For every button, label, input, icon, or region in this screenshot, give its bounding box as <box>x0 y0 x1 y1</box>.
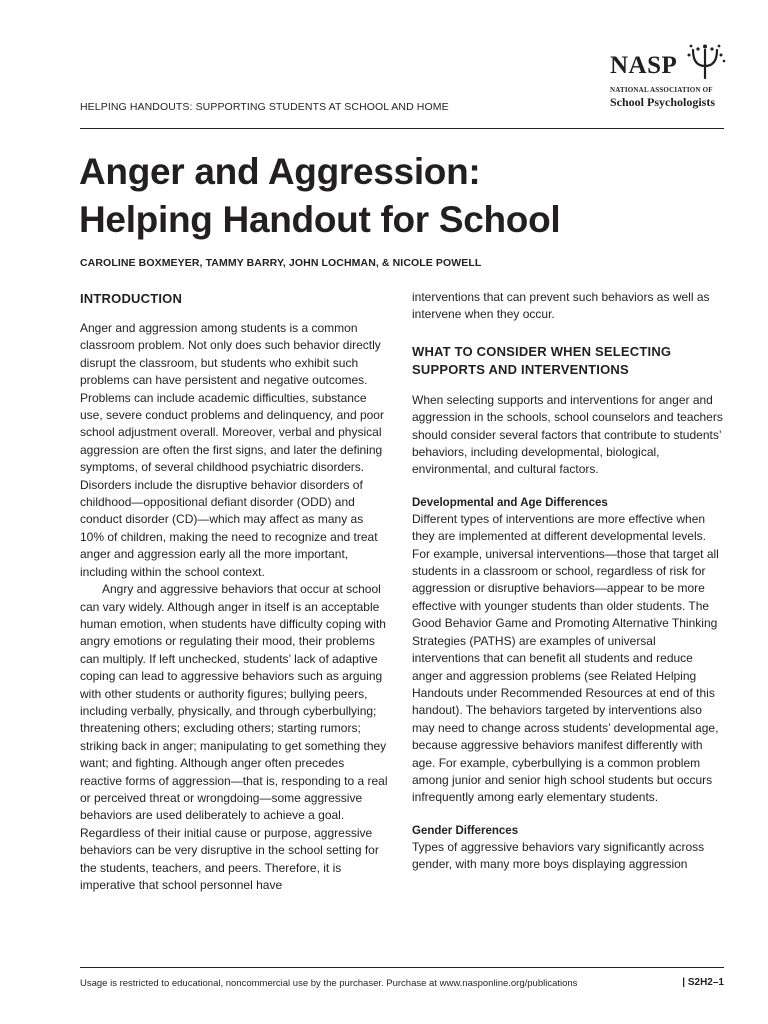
left-column <box>80 290 388 894</box>
logo-wordmark: NASP <box>610 52 678 79</box>
introduction-paragraph-1: Anger and aggression among students is a common classroom problem. Not only does such behavior directly disrupt the classroom, but students who exhibit such problems can have persistent and negative outcomes. Problems can include academic difficulties, substance use, severe conduct problems and delinquency, and poor school adjustment overall. Moreover, verbal and physical aggression are often the first signs, and later the defining symptoms, of several childhood psychiatric disorders. Disorders include the disruptive behavior disorders of childhood—oppositional defiant disorder (ODD) and conduct disorder (CD)—which may affect as many as 10% of children, making the need to recognize and treat anger and aggression early all the more important, including within the school context. <box>80 321 384 579</box>
title-line2: Helping Handout for School <box>79 199 561 240</box>
gender-heading: Gender Differences <box>412 824 519 837</box>
logo-org-line2: School Psychologists <box>610 95 716 109</box>
considerations-heading: WHAT TO CONSIDER WHEN SELECTING SUPPORTS AND INTERVENTIONS <box>412 343 672 377</box>
author-list: CAROLINE BOXMEYER, TAMMY BARRY, JOHN LOCHMAN, & NICOLE POWELL <box>80 257 482 269</box>
series-label: HELPING HANDOUTS: SUPPORTING STUDENTS AT SCHOOL AND HOME <box>80 101 449 113</box>
right-column <box>412 289 723 874</box>
nasp-logo <box>610 44 730 116</box>
gender-paragraph: Types of aggressive behaviors vary significantly across gender, with many more boys displaying aggression <box>412 839 705 872</box>
developmental-paragraph: Different types of interventions are more effective when they are implemented at different developmental levels. For example, universal interventions—those that target all students in a classroom or school, regardless of risk for aggression or disruptive behaviors—appear to be more effective with younger students than older students. The Good Behavior Game and Promoting Alternative Thinking Strategies (PATHS) are examples of universal interventions that can benefit all students and reduce anger and aggression problems (see Related Helping Handouts under Recommended Resources at end of this handout). The behaviors targeted by interventions also may need to change across students’ developmental age, because aggressive behaviors manifest differently with age. For example, cyberbullying is a common problem among junior and senior high school students but occurs infrequently among early elementary students. <box>412 511 719 805</box>
developmental-heading: Developmental and Age Differences <box>412 496 608 509</box>
page-number: | S2H2–1 <box>682 977 724 988</box>
header-divider <box>80 128 724 129</box>
footer-divider <box>80 967 724 968</box>
introduction-paragraph-2: Angry and aggressive behaviors that occur at school can vary widely. Although anger in itself is an acceptable human emotion, when students have difficulty coping with angry emotions or regulating their mood, their problems can multiply. If left unchecked, students’ lack of adaptive coping can lead to aggressive behaviors such as arguing with other students or authority figures; bullying peers, including verbally, physically, and through cyberbullying; threatening others; excluding others; starting rumors; striking back in anger; manipulating to get something they want; and fighting. Although anger often precedes reactive forms of aggression—that is, responding to a real or perceived threat or wrongdoing—some aggressive behaviors are used deliberately to achieve a goal. Regardless of their initial cause or purpose, aggressive behaviors can be very disruptive in the school setting for the students, teachers, and peers. Therefore, it is imperative that school personnel have <box>80 582 388 892</box>
tree-icon <box>686 44 726 80</box>
usage-notice: Usage is restricted to educational, noncommercial use by the purchaser. Purchase at www.nasponline.org/publications <box>80 978 578 989</box>
introduction-continuation: interventions that can prevent such behaviors as well as intervene when they occur. <box>412 290 710 322</box>
title-line1: Anger and Aggression: <box>79 151 481 192</box>
logo-org-line1: NATIONAL ASSOCIATION OF <box>610 86 713 94</box>
considerations-paragraph: When selecting supports and interventions for anger and aggression in the schools, school counselors and teachers should consider several factors that contribute to students’ behaviors, including developmental, biological, environmental, and cultural factors. <box>412 392 723 477</box>
introduction-heading: INTRODUCTION <box>80 291 183 306</box>
page-title <box>79 148 560 244</box>
